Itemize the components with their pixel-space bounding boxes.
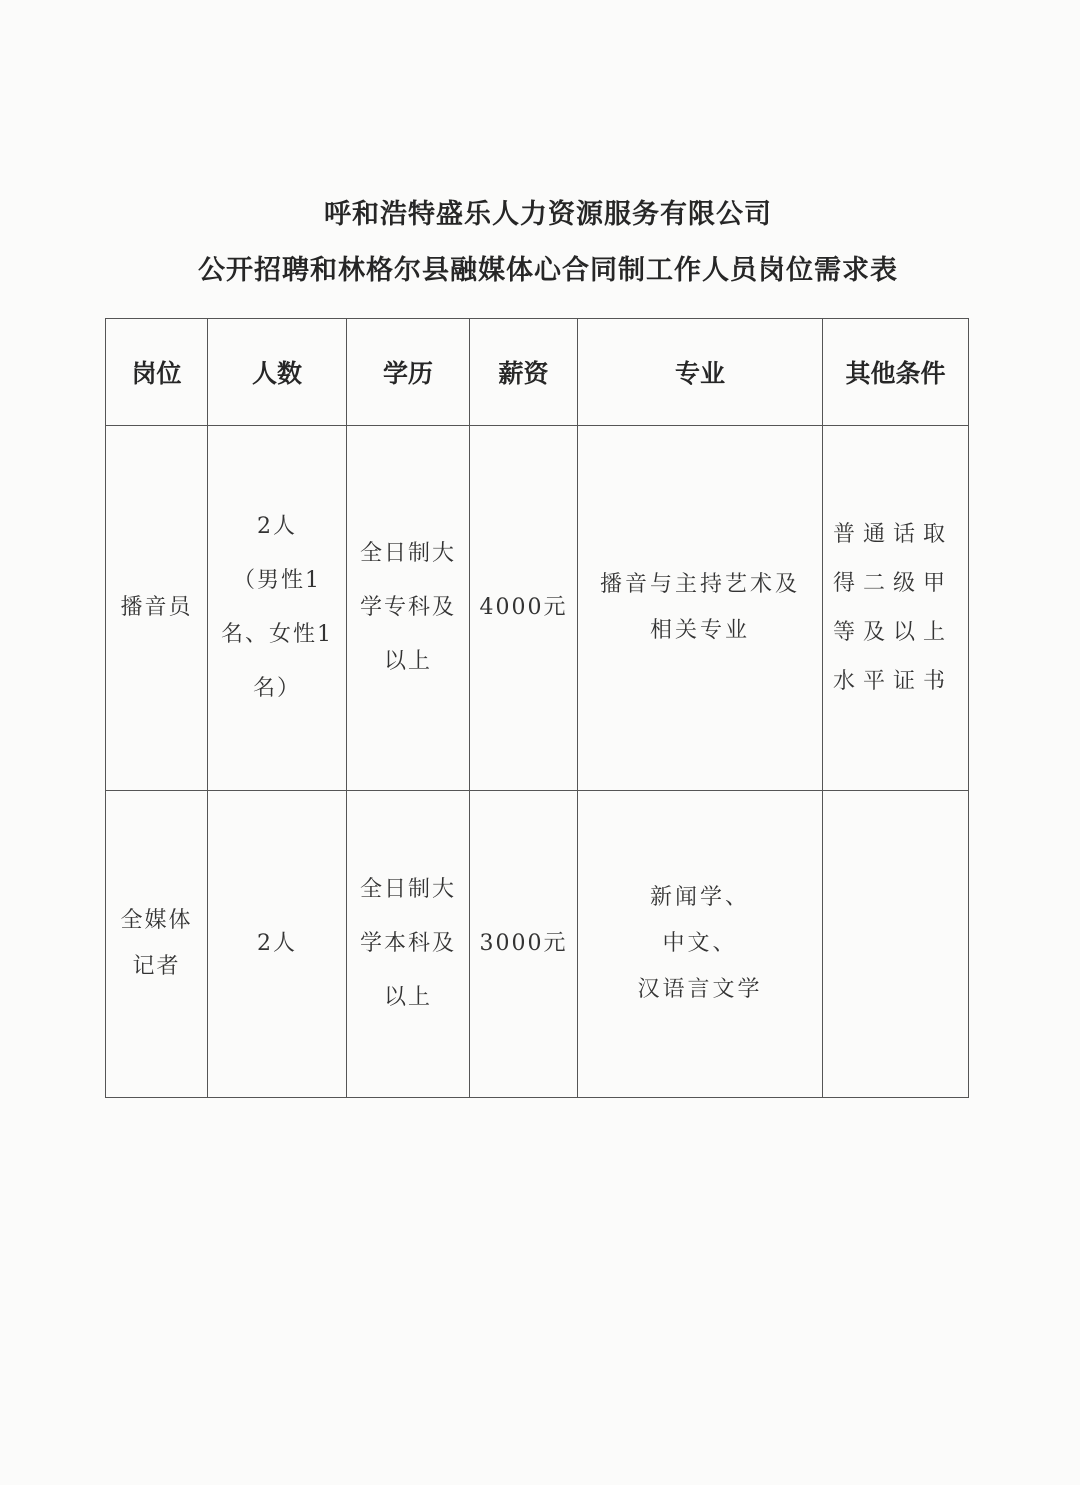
- major-line: 相关专业: [649, 618, 750, 643]
- position-line: 记者: [132, 954, 181, 979]
- header-count: 人数: [208, 319, 347, 426]
- major-line: 汉语言文学: [637, 977, 763, 1002]
- cell-salary: [470, 426, 578, 791]
- other-line: 普通话取: [833, 522, 954, 547]
- document-title-line1: 呼和浩特盛乐人力资源服务有限公司: [324, 199, 772, 230]
- cell-salary: [470, 791, 578, 1098]
- header-other-conditions: 其他条件: [823, 319, 969, 426]
- education-line: 学本科及: [359, 931, 456, 956]
- education-line: 学专科及: [359, 595, 456, 620]
- table-row: [106, 791, 969, 1098]
- table-row: [106, 426, 969, 791]
- count-line: （男性1: [233, 568, 321, 593]
- salary-value: 3000元: [479, 931, 568, 956]
- education-line: 全日制大: [359, 877, 456, 902]
- cell-major: [578, 791, 823, 1098]
- major-line: 新闻学、: [649, 885, 750, 910]
- count-line: 名、女性1: [221, 622, 333, 647]
- education-line: 以上: [383, 649, 432, 674]
- cell-education: [347, 791, 470, 1098]
- count-line: 名）: [252, 676, 301, 701]
- salary-value: 4000元: [479, 595, 568, 620]
- table-header-row: [106, 319, 969, 426]
- education-line: 以上: [383, 985, 432, 1010]
- document-title-line2: 公开招聘和林格尔县融媒体心合同制工作人员岗位需求表: [198, 255, 898, 286]
- count-line: 2人: [257, 514, 297, 539]
- cell-position: [106, 426, 208, 791]
- header-major: 专业: [578, 319, 823, 426]
- cell-count: [208, 426, 347, 791]
- education-line: 全日制大: [359, 541, 456, 566]
- position-line: 播音员: [120, 595, 193, 620]
- major-line: 中文、: [662, 931, 738, 956]
- header-education: 学历: [347, 319, 470, 426]
- cell-other-conditions: [823, 426, 969, 791]
- other-line: 水平证书: [833, 669, 954, 694]
- other-line: 得二级甲: [833, 571, 954, 596]
- major-line: 播音与主持艺术及: [599, 572, 800, 597]
- cell-major: [578, 426, 823, 791]
- cell-other-conditions: [823, 791, 969, 1098]
- cell-position: [106, 791, 208, 1098]
- requirements-table: [105, 318, 969, 1098]
- header-salary: 薪资: [470, 319, 578, 426]
- other-line: 等及以上: [833, 620, 954, 645]
- header-position: 岗位: [106, 319, 208, 426]
- cell-count: [208, 791, 347, 1098]
- cell-education: [347, 426, 470, 791]
- count-line: 2人: [257, 931, 297, 956]
- position-line: 全媒体: [120, 908, 193, 933]
